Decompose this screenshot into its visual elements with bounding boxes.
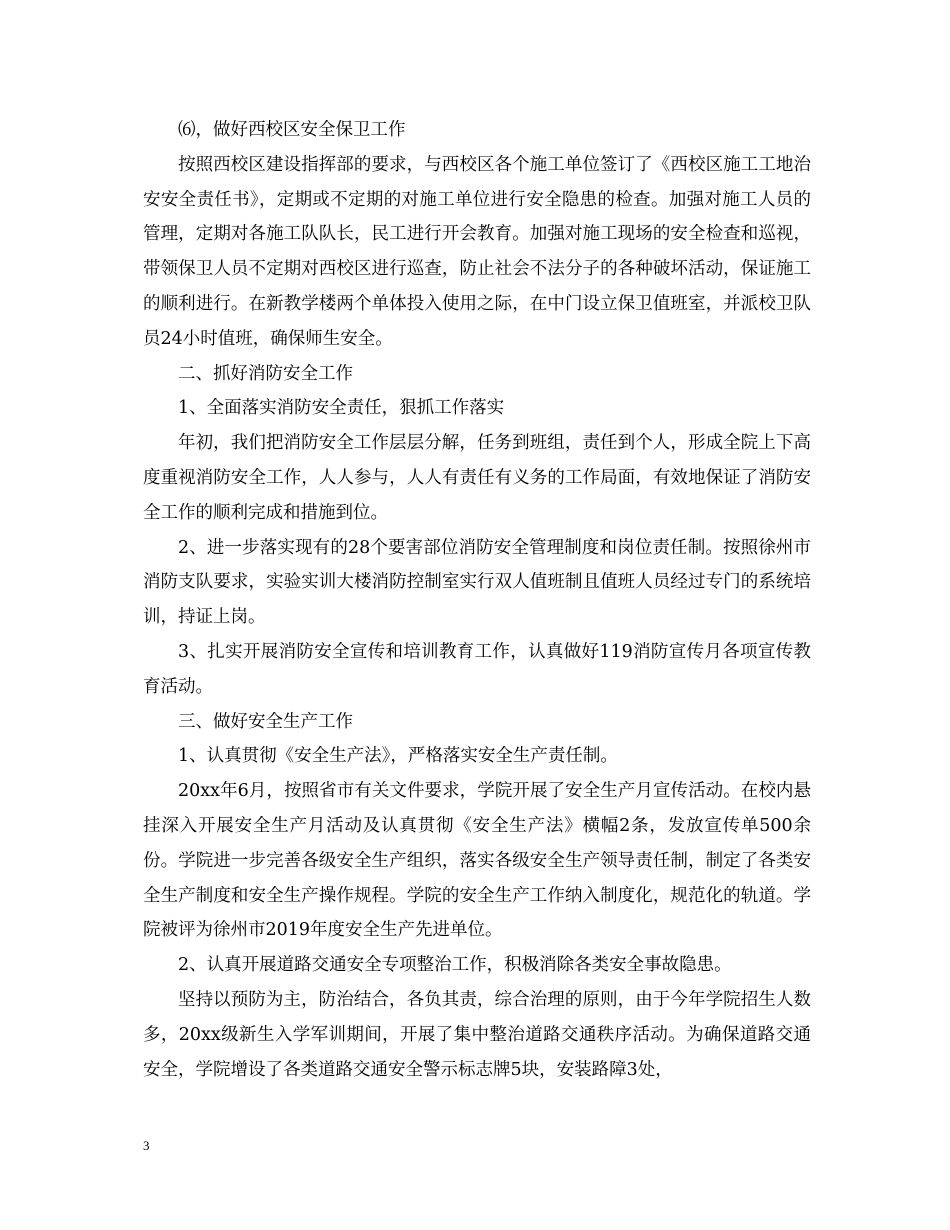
paragraph-traffic-safety: 坚持以预防为主，防治结合，各负其责，综合治理的原则，由于今年学院招生人数多，20xx级新生入学军训期间，开展了集中整治道路交通秩序活动。为确保道路交通安全，学院增设了各类道路交通安全警示标志牌5块，安装路障3处， (143, 989, 811, 1080)
subheading-traffic-safety: 2、认真开展道路交通安全专项整治工作，积极消除各类安全事故隐患。 (178, 955, 732, 976)
paragraph-safety-month: 20xx年6月，按照省市有关文件要求，学院开展了安全生产月宣传活动。在校内悬挂深入开展安全生产月活动及认真贯彻《安全生产法》横幅2条，发放宣传单500余份。学院进一步完善各级安全生产组织，落实各级安全生产领导责任制，制定了各类安全生产制度和安全生产操作规程。学院的安全生产工作纳入制度化，规范化的轨道。学院被评为徐州市2019年度安全生产先进单位。 (143, 781, 811, 941)
paragraph-fire-education: 3、扎实开展消防安全宣传和培训教育工作，认真做好119消防宣传月各项宣传教育活动。 (143, 641, 811, 697)
section-heading-west-campus: ⑹，做好西校区安全保卫工作 (178, 120, 406, 140)
paragraph-fire-management-system: 2、进一步落实现有的28个要害部位消防安全管理制度和岗位责任制。按照徐州市消防支队要求，实验实训大楼消防控制室实行双人值班制且值班人员经过专门的系统培训，持证上岗。 (143, 537, 811, 628)
subheading-safety-law: 1、认真贯彻《安全生产法》，严格落实安全生产责任制。 (178, 746, 618, 767)
section-heading-production-safety: 三、做好安全生产工作 (178, 711, 353, 732)
subheading-fire-responsibility: 1、全面落实消防安全责任，狠抓工作落实 (178, 398, 505, 419)
document-body (143, 113, 811, 1087)
section-heading-fire-safety: 二、抓好消防安全工作 (178, 363, 353, 384)
page-number: 3 (143, 1138, 150, 1153)
paragraph-west-campus-security: 按照西校区建设指挥部的要求，与西校区各个施工单位签订了《西校区施工工地治安安全责任书》，定期或不定期的对施工单位进行安全隐患的检查。加强对施工人员的管理，定期对各施工队队长，民工进行开会教育。加强对施工现场的安全检查和巡视，带领保卫人员不定期对西校区进行巡查，防止社会不法分子的各种破坏活动，保证施工的顺利进行。在新教学楼两个单体投入使用之际，在中门设立保卫值班室，并派校卫队员24小时值班，确保师生安全。 (143, 154, 811, 349)
paragraph-fire-responsibility: 年初，我们把消防安全工作层层分解，任务到班组，责任到个人，形成全院上下高度重视消防安全工作，人人参与，人人有责任有义务的工作局面，有效地保证了消防安全工作的顺利完成和措施到位。 (143, 433, 811, 523)
